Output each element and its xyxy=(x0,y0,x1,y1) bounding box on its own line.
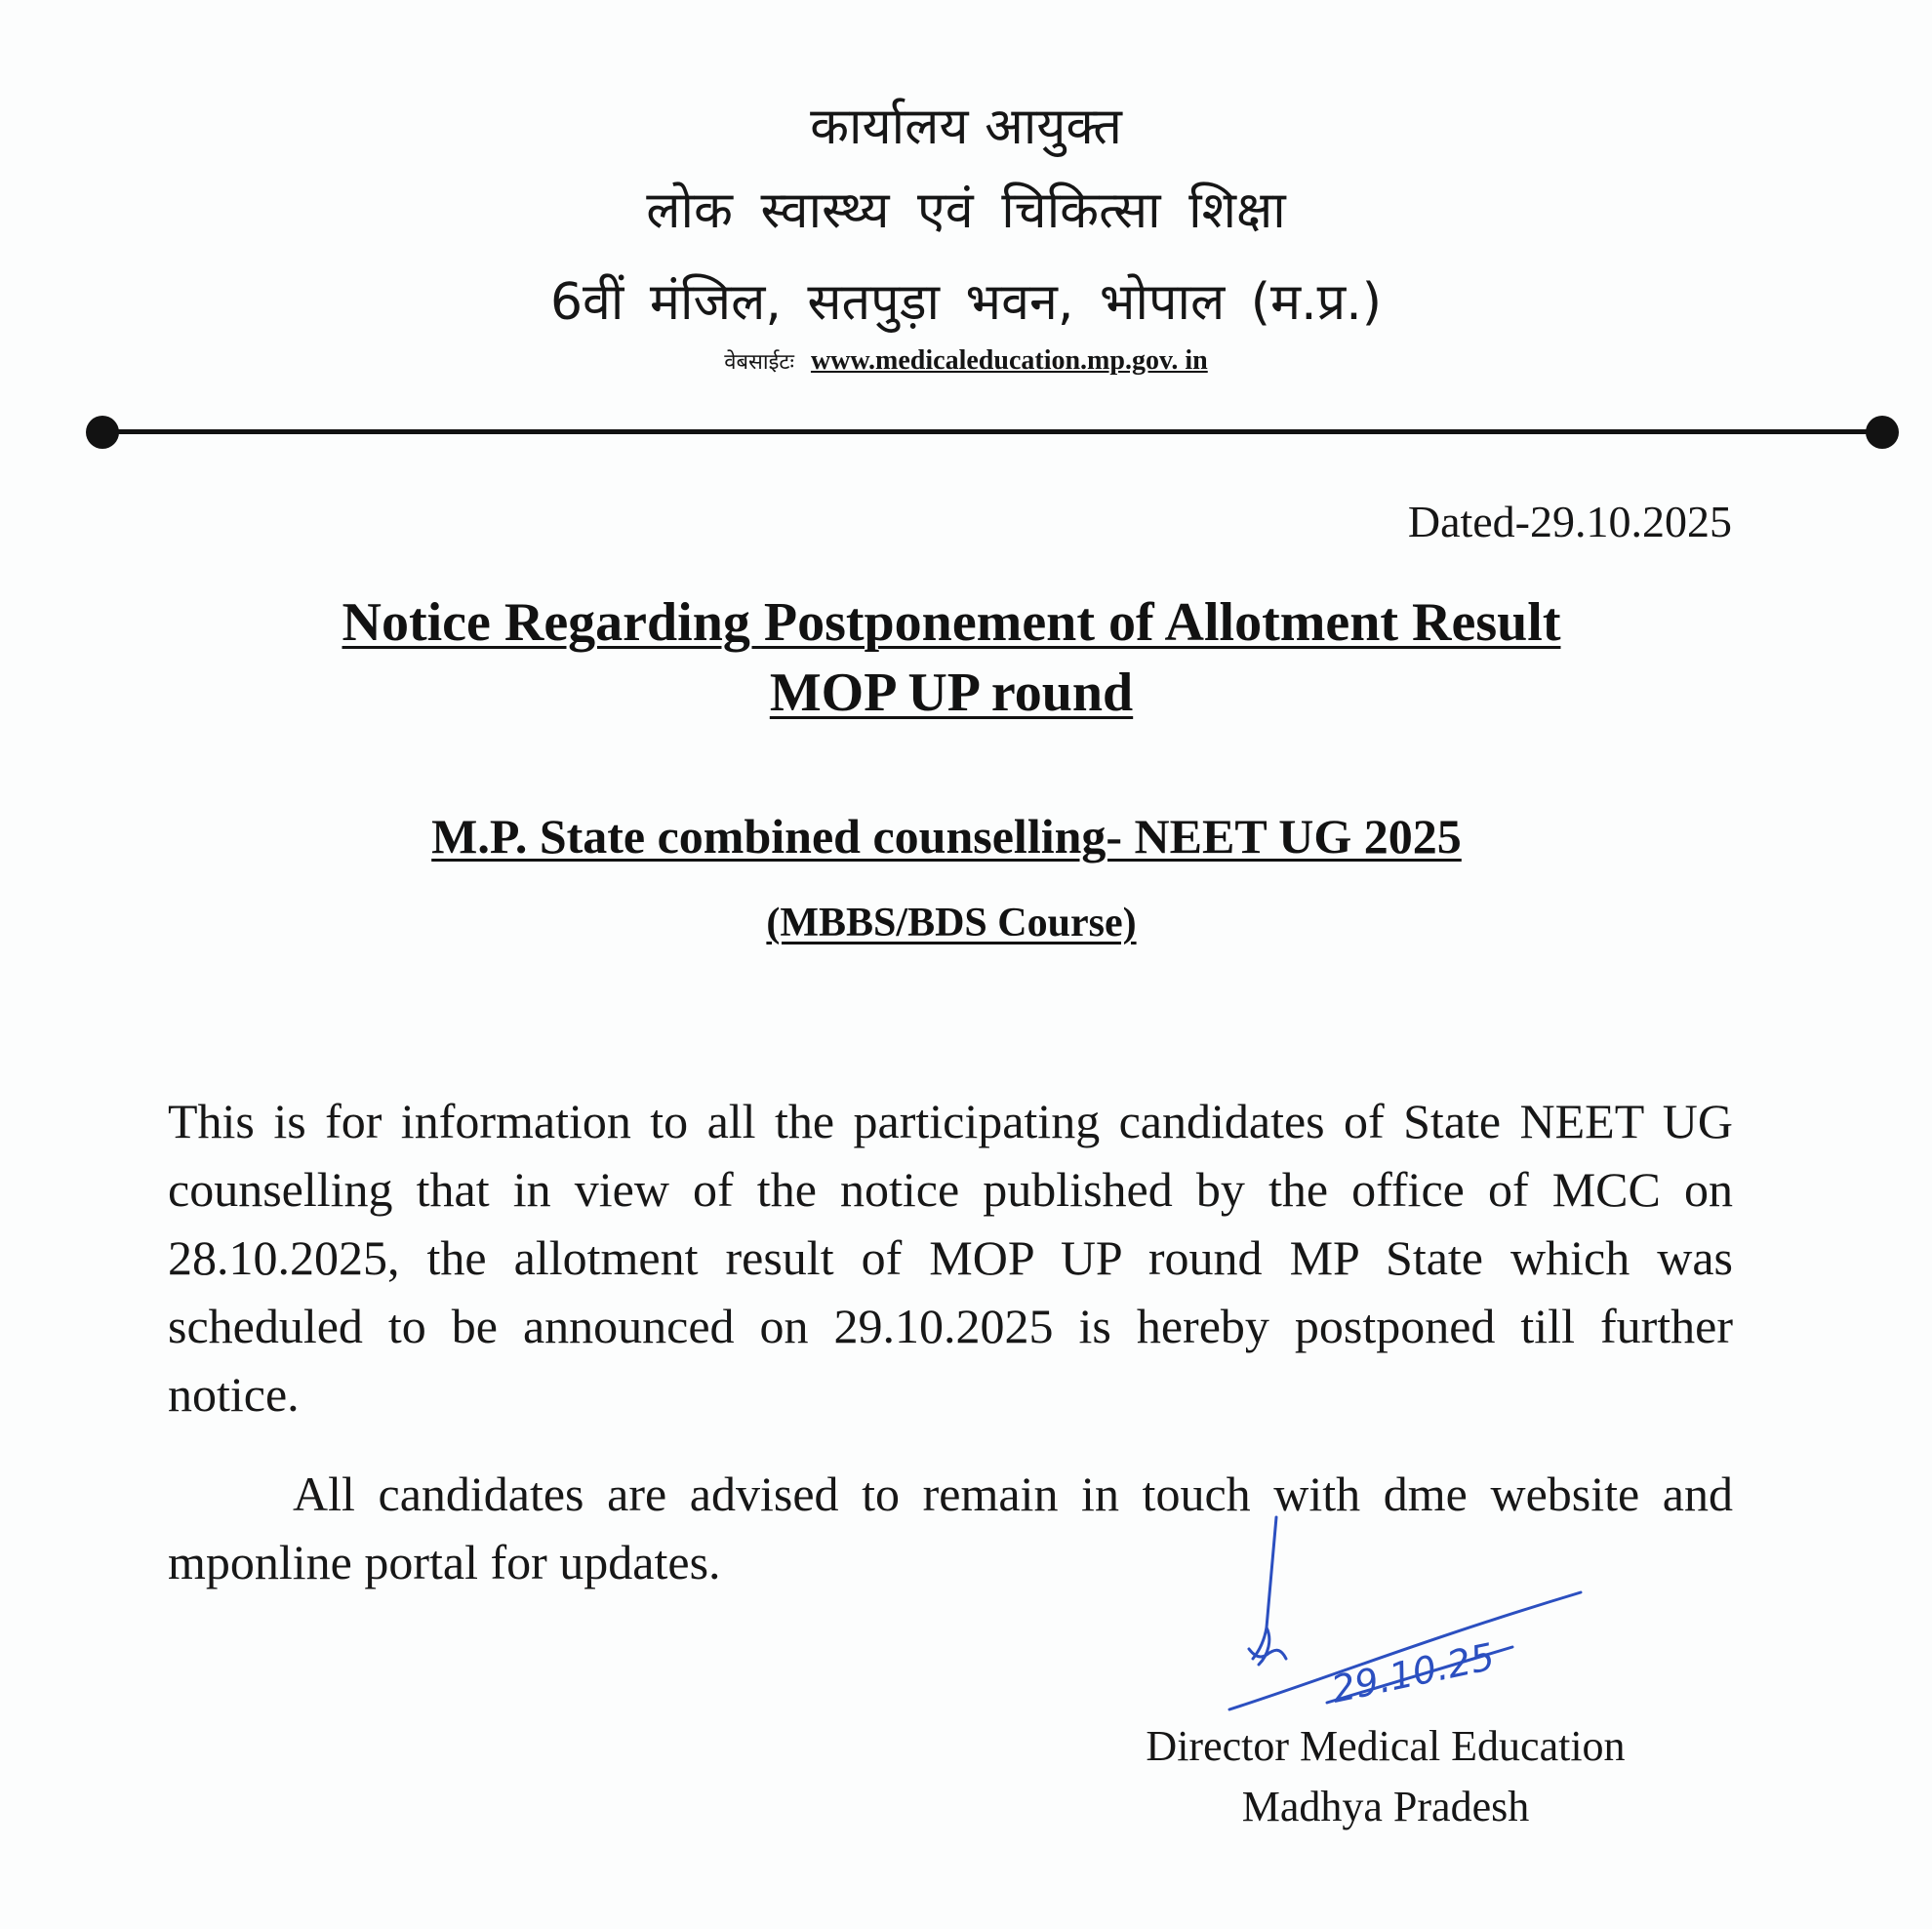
letterhead-address: 6वीं मंजिल, सतपुड़ा भवन, भोपाल (म.प्र.) xyxy=(549,273,1383,332)
website-label: वेबसाईटः xyxy=(724,350,794,375)
notice-paragraph-1: This is for information to all the participating candidates of State NEET UG counselling that in view of the notice published by the office of MCC on 28.10.2025, the allotment result of MOP UP round MP State which was scheduled to be announced on 29.10.2025 is hereby postponed till further notice. xyxy=(168,1094,1733,1422)
notice-date: Dated-29.10.2025 xyxy=(1407,497,1732,546)
letterhead-department: लोक स्वास्थ्य एवं चिकित्सा शिक्षा xyxy=(646,181,1286,240)
letterhead-office: कार्यालय आयुक्त xyxy=(810,98,1122,156)
signatory-state: Madhya Pradesh xyxy=(1241,1783,1530,1830)
letterhead-divider xyxy=(101,429,1883,434)
notice-title-line2: MOP UP round xyxy=(769,663,1134,723)
notice-subtitle: M.P. State combined counselling- NEET UG 2025 xyxy=(431,809,1462,864)
rule-dot-right xyxy=(1866,416,1899,449)
signature-date: 29.10.25 xyxy=(1327,1634,1499,1711)
website-url[interactable]: www.medicaleducation.mp.gov. in xyxy=(810,345,1208,376)
letterhead-website xyxy=(0,345,1932,377)
handwritten-signature xyxy=(1210,1512,1600,1737)
notice-course: (MBBS/BDS Course) xyxy=(766,901,1137,945)
notice-paragraph-2: All candidates are advised to remain in touch with dme website and mponline portal for updates. xyxy=(168,1467,1733,1589)
notice-title-line1: Notice Regarding Postponement of Allotment Result xyxy=(342,592,1561,653)
signatory-designation: Director Medical Education xyxy=(1146,1722,1626,1770)
